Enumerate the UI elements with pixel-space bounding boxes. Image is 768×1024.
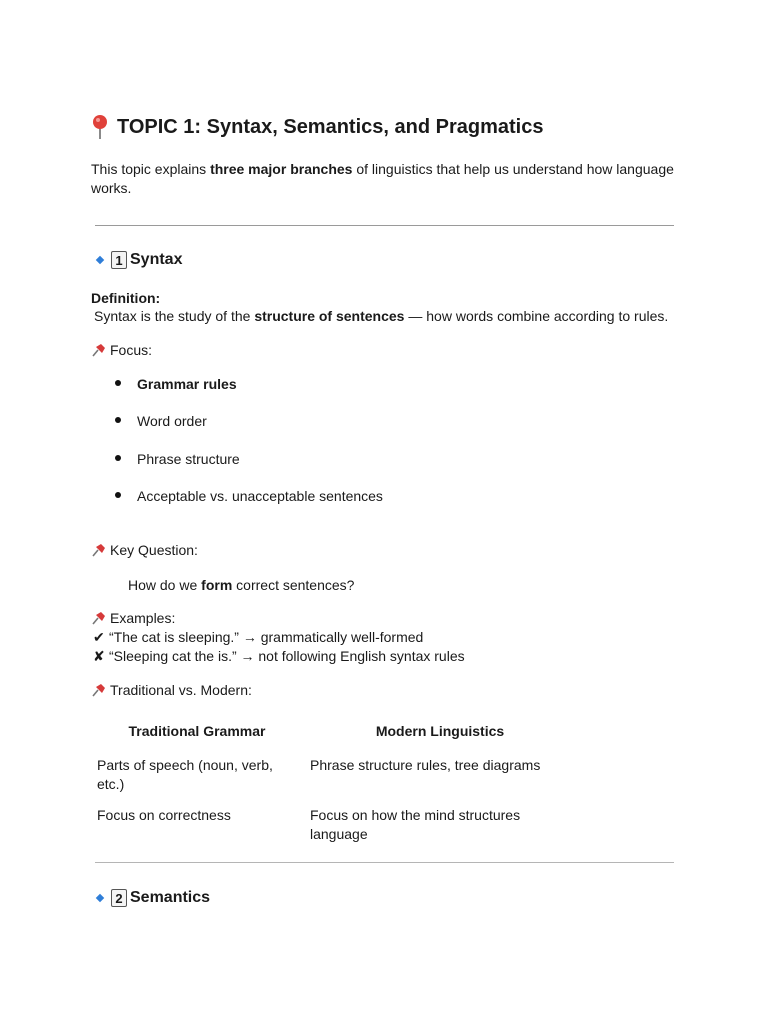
list-item <box>115 487 383 506</box>
table-cell: Focus on how the mind structures language <box>310 807 521 842</box>
key-question-post: correct sentences? <box>232 577 355 593</box>
bullet-icon <box>115 492 121 498</box>
blue-diamond-icon <box>96 894 104 902</box>
list-item <box>115 412 207 431</box>
section-heading-semantics <box>97 889 210 907</box>
definition-text <box>94 307 668 326</box>
list-item-text: Word order <box>137 413 207 429</box>
check-mark-icon: ✔ <box>93 629 105 645</box>
key-question-label: Key Question: <box>110 542 198 558</box>
page-title-text: TOPIC 1: Syntax, Semantics, and Pragmatics <box>117 115 544 138</box>
key-question-bold: form <box>201 577 233 593</box>
pushpin-icon <box>90 683 106 697</box>
bullet-icon <box>115 455 121 461</box>
section-heading-text: Semantics <box>130 889 211 906</box>
examples-label-row <box>90 609 175 628</box>
table-header-traditional: Traditional Grammar <box>128 723 266 739</box>
example-good-text: “The cat is sleeping.” → grammatically well-formed <box>109 629 424 645</box>
bullet-icon <box>115 417 121 423</box>
example-good <box>93 628 423 647</box>
keycap-number-icon: 2 <box>111 889 127 907</box>
pushpin-icon <box>90 611 106 625</box>
table-cell: Phrase structure rules, tree diagrams <box>310 757 541 773</box>
definition-post: — how words combine according to rules. <box>404 308 669 324</box>
compare-label: Traditional vs. Modern: <box>110 682 252 698</box>
blue-diamond-icon <box>96 256 104 264</box>
compare-label-row <box>90 681 252 700</box>
pushpin-icon <box>90 543 106 557</box>
intro-bold: three major branches <box>210 161 353 177</box>
list-item-text: Acceptable vs. unacceptable sentences <box>137 488 383 504</box>
definition-label: Definition: <box>91 290 161 306</box>
example-bad-text: “Sleeping cat the is.” → not following English syntax rules <box>109 648 465 664</box>
list-item-text: Phrase structure <box>137 451 240 467</box>
table-cell: Focus on correctness <box>97 807 231 823</box>
key-question-pre: How do we <box>128 577 202 593</box>
round-pin-icon <box>91 114 109 140</box>
focus-label: Focus: <box>110 342 153 358</box>
bullet-icon <box>115 380 121 386</box>
page-title <box>91 114 543 140</box>
divider <box>95 862 674 863</box>
list-item <box>115 450 240 469</box>
key-question-label-row <box>90 541 198 560</box>
examples-label: Examples: <box>110 610 176 626</box>
intro-pre: This topic explains <box>91 161 211 177</box>
key-question-text <box>128 576 354 595</box>
focus-label-row <box>90 341 152 360</box>
definition-bold: structure of sentences <box>254 308 405 324</box>
list-item <box>115 375 237 394</box>
intro-paragraph <box>91 160 691 198</box>
keycap-number-icon: 1 <box>111 251 127 269</box>
intro-post: of linguistics that help us understand how language works. <box>91 161 674 196</box>
example-bad <box>93 647 465 666</box>
list-item-text: Grammar rules <box>137 376 237 392</box>
section-heading-syntax <box>97 251 182 269</box>
table-cell: Parts of speech (noun, verb, etc.) <box>97 757 273 792</box>
table-header-modern: Modern Linguistics <box>375 723 505 739</box>
cross-mark-icon: ✘ <box>93 648 105 664</box>
pushpin-icon <box>90 343 106 357</box>
section-heading-text: Syntax <box>130 251 183 268</box>
definition-pre: Syntax is the study of the <box>94 308 255 324</box>
divider <box>95 225 674 226</box>
